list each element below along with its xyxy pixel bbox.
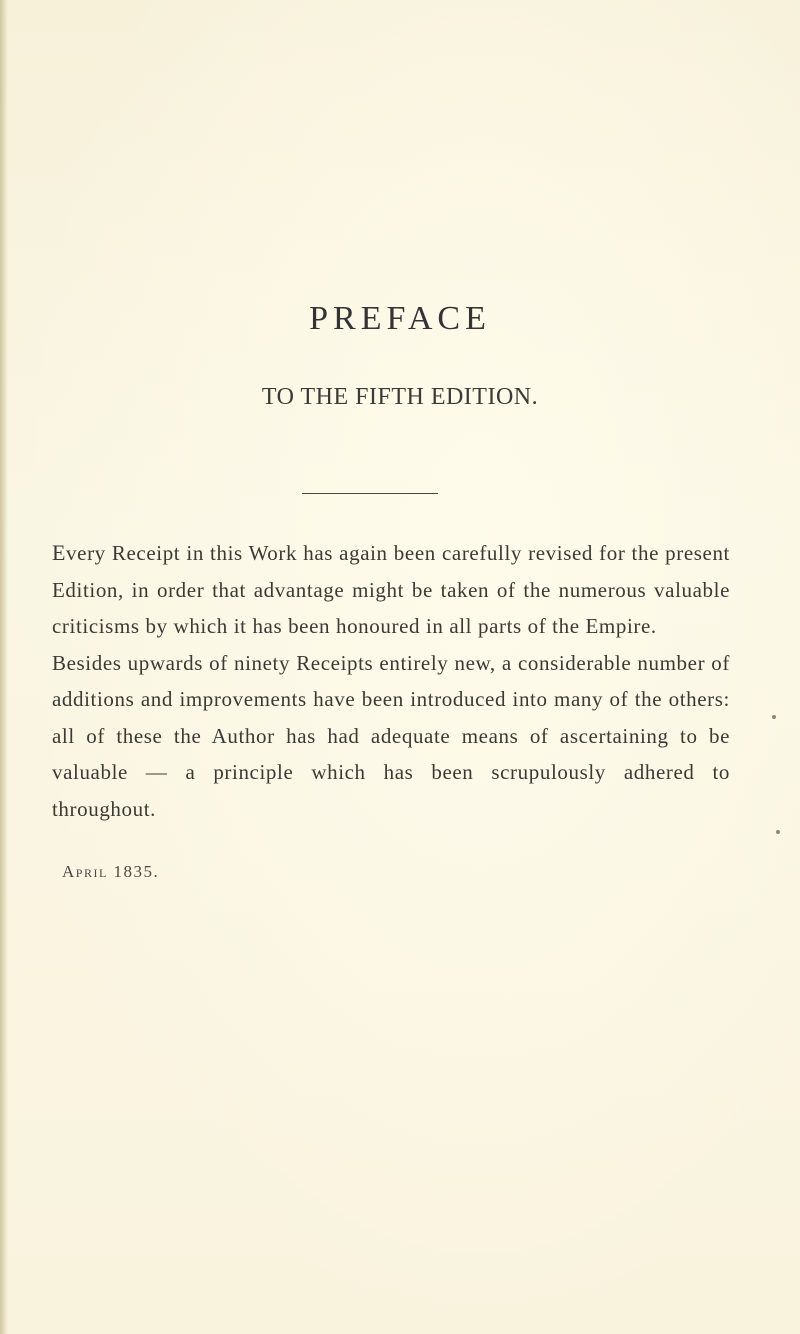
- preface-date: April 1835.: [62, 862, 160, 881]
- page-title: PREFACE: [309, 300, 491, 337]
- paragraph-1: Every Receipt in this Work has again been carefully revised for the present Edition, in order that advantage might be taken of the numerous valuable criticisms by which it has been honoured in all parts of the Empire.: [52, 540, 730, 638]
- title-divider: [302, 493, 438, 494]
- paper-speck: [776, 830, 780, 834]
- preface-body: [52, 535, 730, 827]
- page-subtitle: TO THE FIFTH EDITION.: [261, 384, 539, 410]
- paragraph-2: Besides upwards of ninety Receipts entirely new, a considerable number of additions and improvements have been introduced into many of the others: all of these the Author has had adequate means of ascertaining to be valuable — a principle which has been scrupulously adhered to throughout.: [52, 650, 730, 821]
- paper-speck: [772, 715, 776, 719]
- page-binding-edge: [0, 0, 8, 1334]
